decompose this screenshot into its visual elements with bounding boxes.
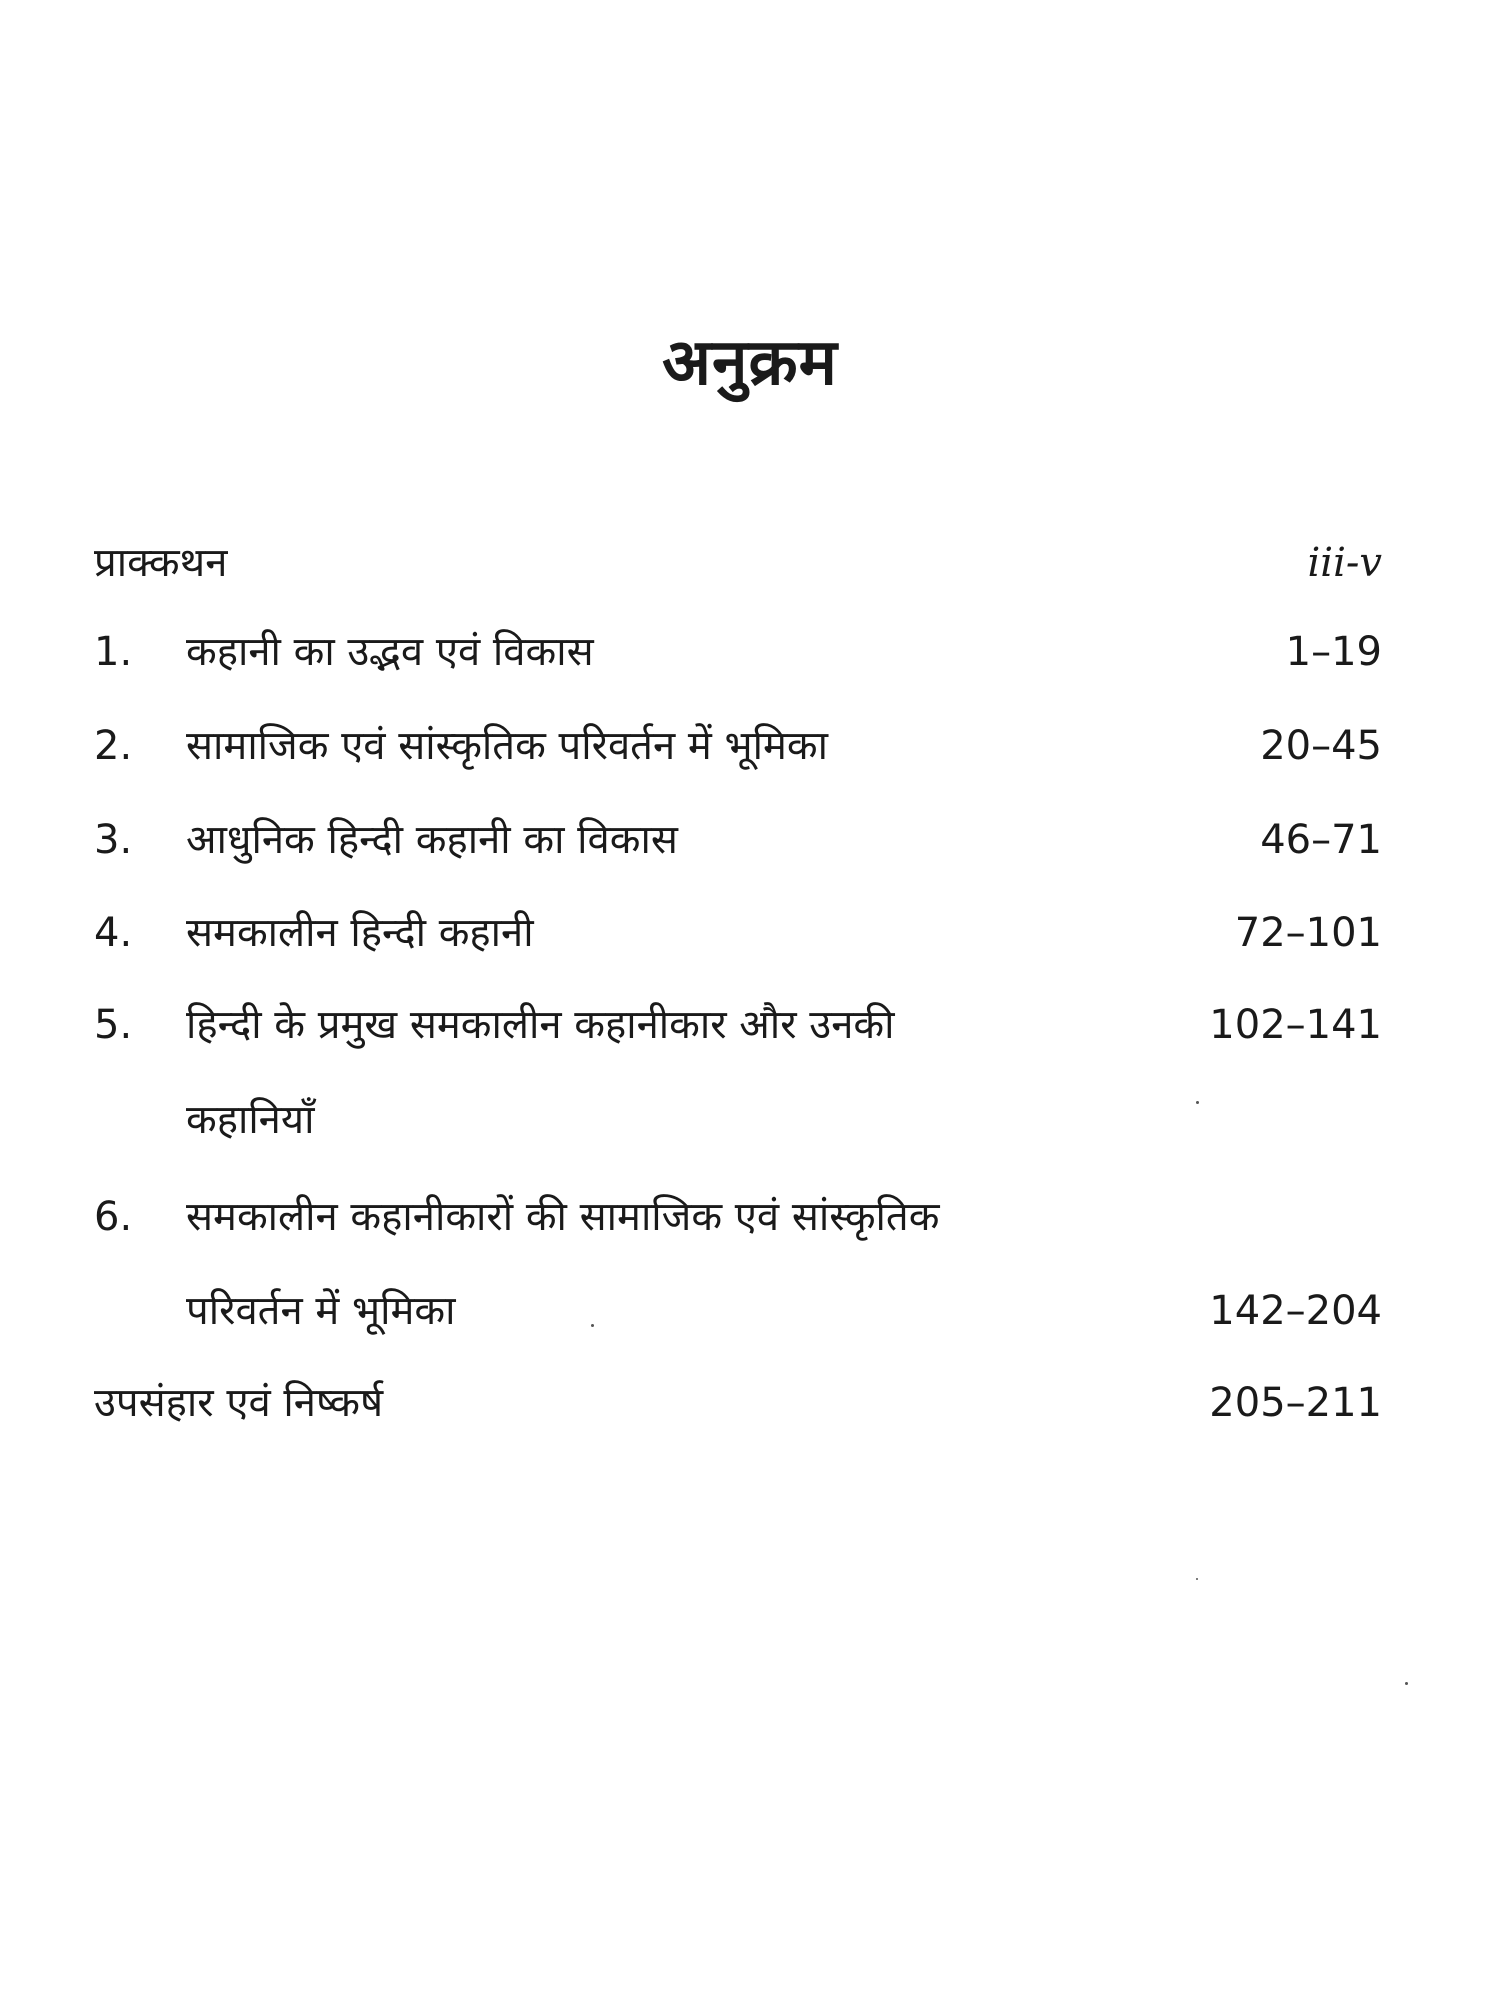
chapter-number: 6.	[94, 1194, 133, 1240]
toc-entry-chapter-6-continued	[0, 1276, 1500, 1346]
chapter-pages: 46–71	[1260, 817, 1382, 863]
chapter-title: समकालीन कहानीकारों की सामाजिक एवं सांस्कृतिक	[186, 1194, 940, 1240]
scan-speck	[591, 1324, 594, 1327]
chapter-pages: 1–19	[1285, 629, 1382, 675]
chapter-title: आधुनिक हिन्दी कहानी का विकास	[186, 817, 678, 863]
chapter-number: 3.	[94, 817, 133, 863]
toc-entry-chapter-3[interactable]	[0, 805, 1500, 875]
chapter-title: हिन्दी के प्रमुख समकालीन कहानीकार और उनकी	[186, 1002, 895, 1048]
chapter-title-continued: कहानियाँ	[186, 1097, 315, 1143]
toc-entry-chapter-5[interactable]	[0, 990, 1500, 1060]
scan-speck	[1196, 1101, 1199, 1104]
toc-entry-label: प्राक्कथन	[94, 540, 228, 586]
toc-entry-chapter-5-continued	[0, 1085, 1500, 1155]
page-title: अनुक्रम	[662, 326, 838, 400]
toc-entry-conclusion[interactable]	[0, 1368, 1500, 1438]
toc-entry-chapter-6[interactable]	[0, 1182, 1500, 1252]
toc-entry-chapter-4[interactable]	[0, 898, 1500, 968]
toc-entry-chapter-1[interactable]	[0, 617, 1500, 687]
chapter-title: कहानी का उद्भव एवं विकास	[186, 629, 594, 675]
chapter-pages: 72–101	[1234, 910, 1382, 956]
chapter-title: सामाजिक एवं सांस्कृतिक परिवर्तन में भूमिका	[186, 723, 829, 769]
chapter-number: 1.	[94, 629, 133, 675]
toc-entry-label: उपसंहार एवं निष्कर्ष	[94, 1380, 384, 1426]
chapter-number: 5.	[94, 1002, 133, 1048]
chapter-title-continued: परिवर्तन में भूमिका	[186, 1288, 456, 1334]
toc-entry-preface[interactable]	[0, 528, 1500, 598]
chapter-number: 2.	[94, 723, 133, 769]
toc-entry-pages: iii-v	[1307, 540, 1382, 586]
chapter-number: 4.	[94, 910, 133, 956]
chapter-pages: 20–45	[1260, 723, 1382, 769]
chapter-title: समकालीन हिन्दी कहानी	[186, 910, 534, 956]
toc-entry-chapter-2[interactable]	[0, 711, 1500, 781]
scan-speck	[1405, 1682, 1408, 1685]
chapter-pages: 102–141	[1209, 1002, 1382, 1048]
chapter-pages: 142–204	[1209, 1288, 1382, 1334]
scan-speck	[1196, 1578, 1198, 1580]
toc-entry-pages: 205–211	[1209, 1380, 1382, 1426]
